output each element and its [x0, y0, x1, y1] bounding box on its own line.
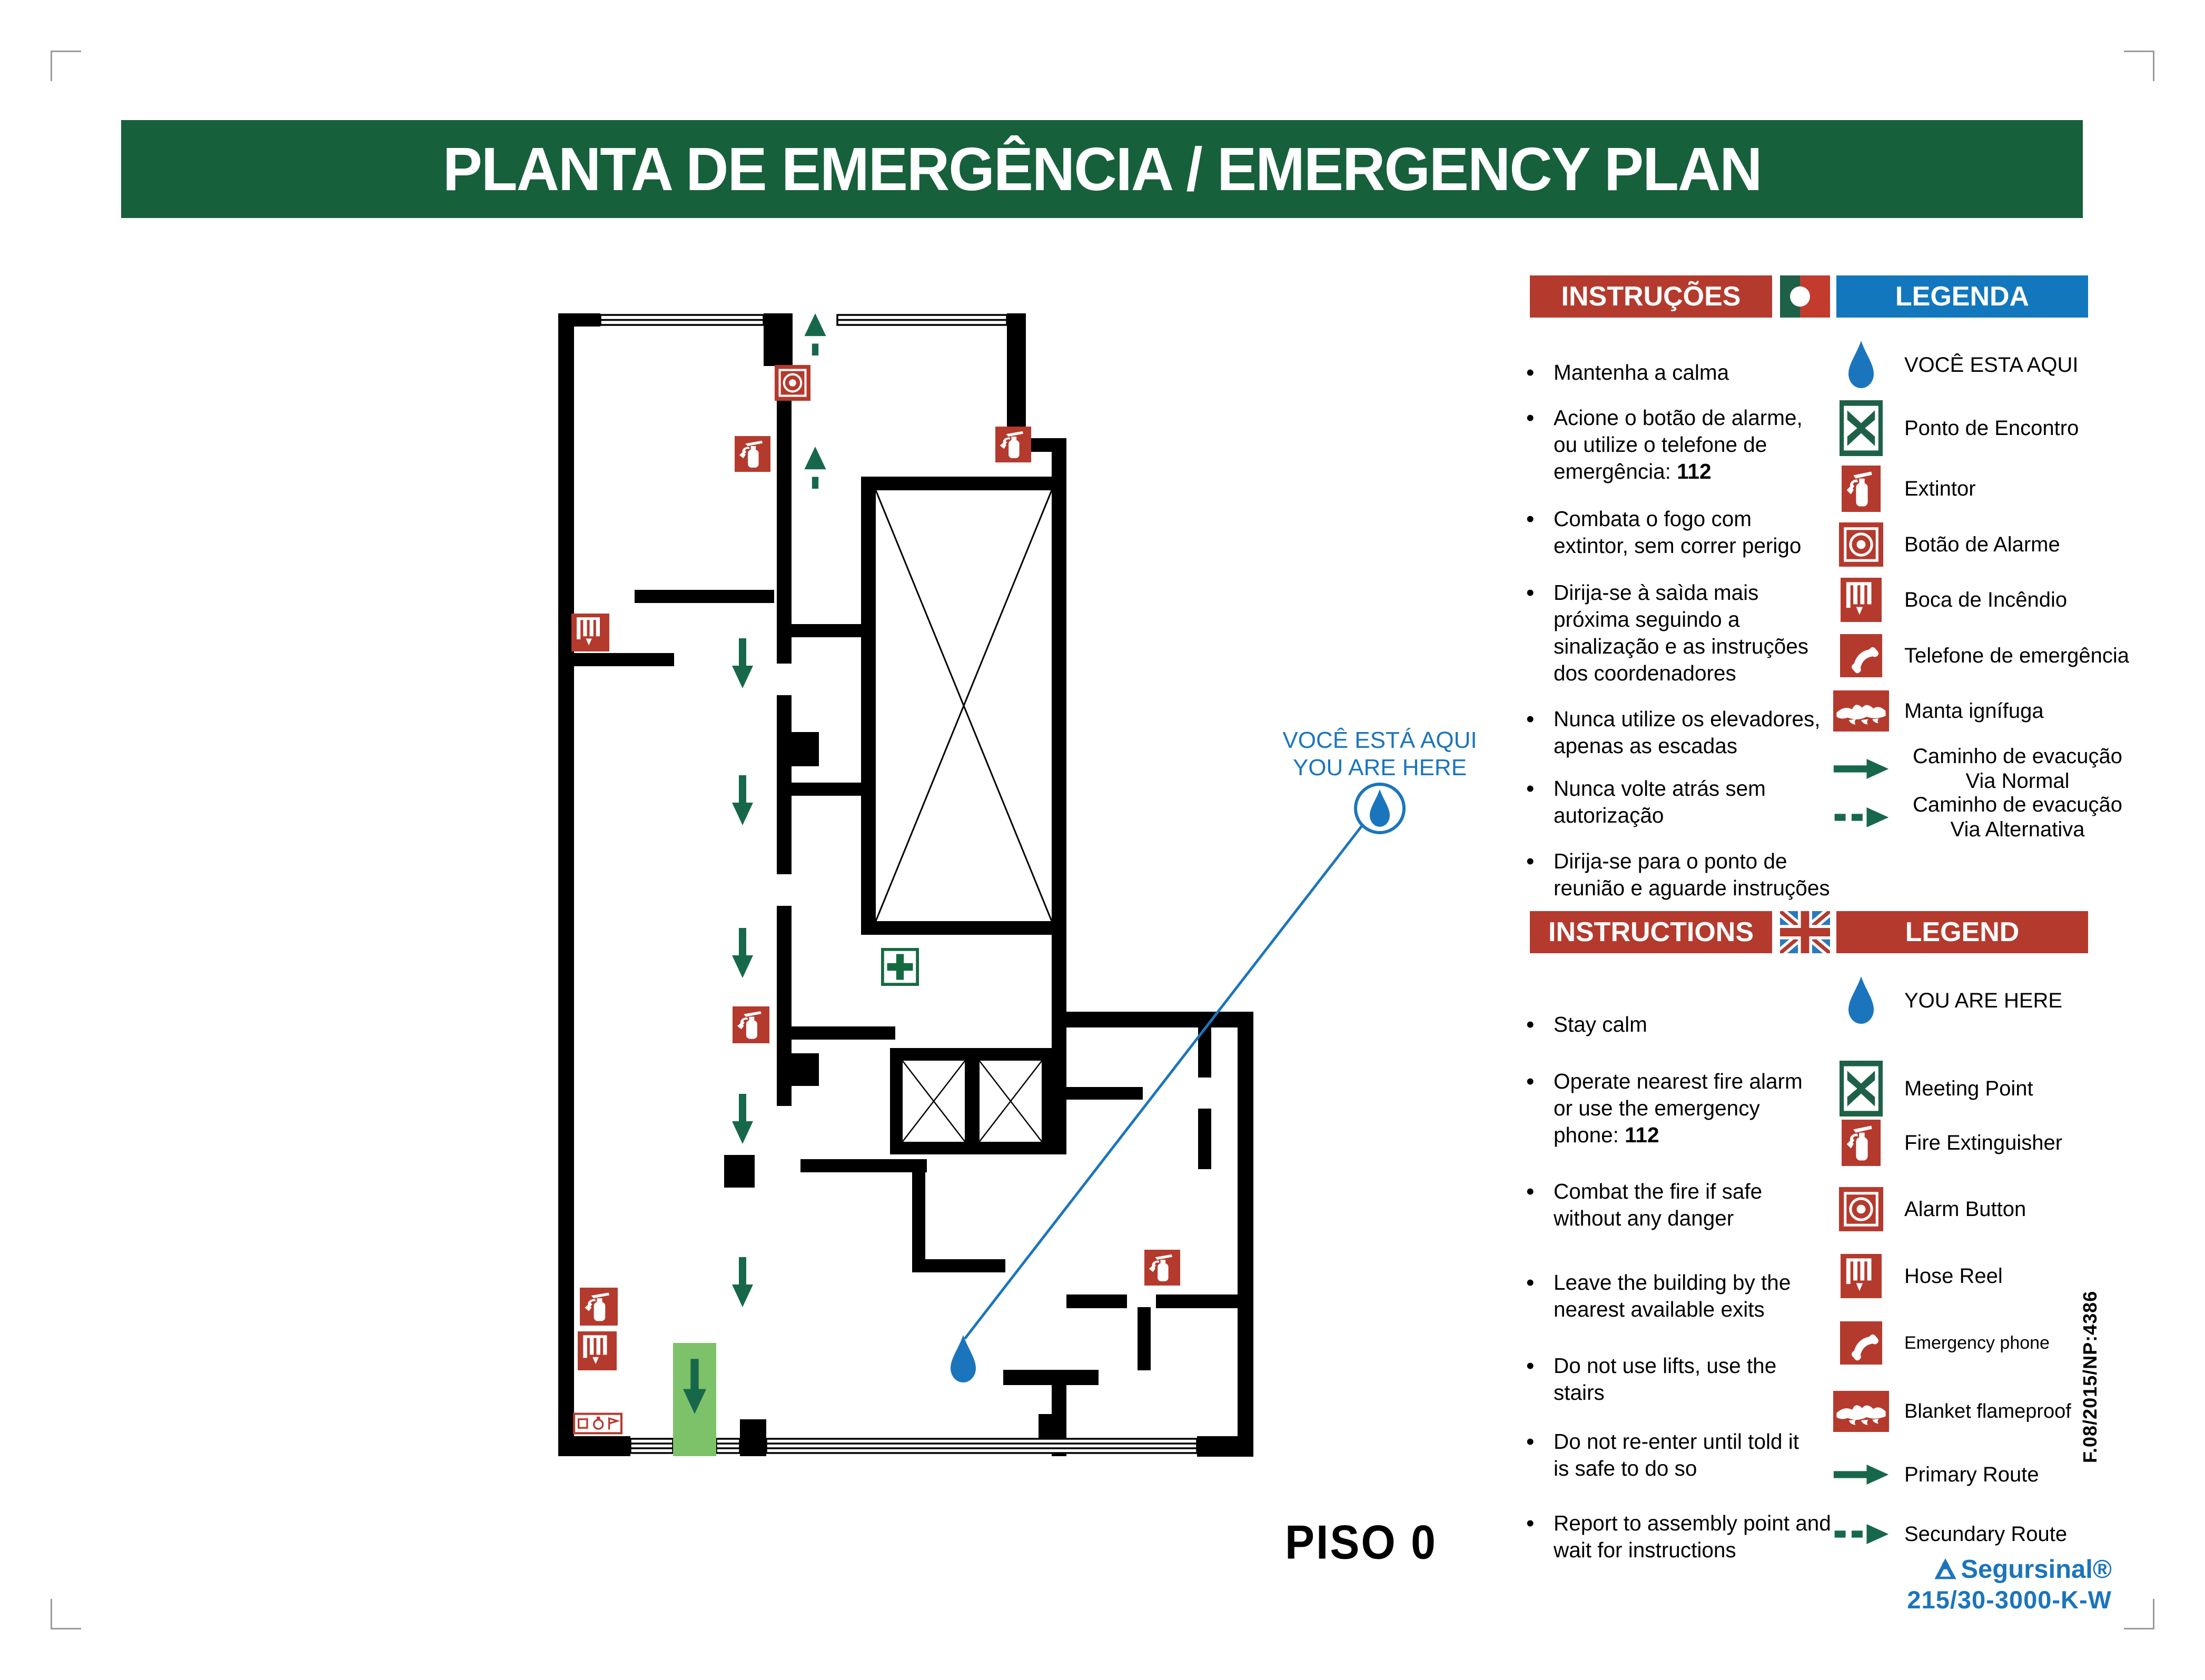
fire-blanket-icon — [1832, 1391, 1891, 1432]
instruction-item: • Operate nearest fire alarm or use the emergency phone: 112 — [1526, 1068, 1803, 1149]
crop-mark — [51, 51, 81, 81]
instruction-item: • Do not re-enter until told it is safe to do so — [1526, 1428, 1799, 1482]
legend-item: Caminho de evacução Via Normal — [1832, 740, 2195, 798]
stair-shaft — [876, 490, 1052, 921]
you-are-here-label-en: YOU ARE HERE — [1292, 755, 1467, 780]
bullet-icon: • — [1526, 506, 1535, 532]
crop-mark — [2124, 1599, 2154, 1629]
instruction-item: • Stay calm — [1526, 1012, 1647, 1037]
secondary-route-icon — [1832, 1524, 1891, 1544]
exit-area — [673, 1343, 716, 1456]
you-are-here-droplet-icon — [951, 1335, 976, 1382]
primary-route-icon — [1832, 1465, 1891, 1485]
alarm-button-icon — [1832, 1187, 1891, 1231]
primary-route-arrows — [732, 638, 753, 1307]
en-instructions-header: INSTRUCTIONS — [1530, 911, 1772, 953]
meeting-point-icon — [1832, 1061, 1891, 1116]
instruction-item: • Dirija-se à saìda mais próxima seguindo a sinalização e as instruções dos coordenadores — [1526, 579, 1808, 687]
alarm-panel-icon — [574, 1414, 621, 1434]
instruction-item: • Nunca utilize os elevadores, apenas as escadas — [1526, 706, 1821, 759]
fire-extinguisher-icon — [580, 1288, 618, 1326]
fire-extinguisher-icon — [995, 427, 1031, 462]
bullet-icon: • — [1526, 1510, 1535, 1536]
legend-item: Boca de Incêndio — [1832, 571, 2195, 629]
floor-plan — [558, 295, 1527, 1506]
hose-reel-icon — [571, 614, 609, 651]
legend-item: YOU ARE HERE — [1832, 972, 2195, 1030]
legend-item: Hose Reel — [1832, 1247, 2195, 1305]
brand-block — [1896, 1555, 2112, 1614]
portugal-flag-icon — [1780, 275, 1830, 318]
bullet-icon: • — [1526, 706, 1535, 732]
legend-item: Blanket flameproof — [1832, 1382, 2195, 1440]
en-legend-header: LEGEND — [1836, 911, 2088, 953]
legend-item: Fire Extinguisher — [1832, 1114, 2195, 1172]
legend-item: Meeting Point — [1832, 1060, 2195, 1118]
legend-item: Emergency phone — [1832, 1314, 2195, 1372]
hose-reel-icon — [578, 1331, 617, 1370]
emergency-phone-icon — [1832, 1321, 1891, 1365]
instruction-item: • Leave the building by the nearest available exits — [1526, 1269, 1791, 1323]
secondary-route-icon — [1832, 807, 1891, 827]
bullet-icon: • — [1526, 1270, 1535, 1296]
fire-blanket-icon — [1832, 690, 1891, 732]
primary-route-icon — [1832, 759, 1891, 779]
bullet-icon: • — [1526, 1012, 1535, 1037]
you-are-here-icon — [1832, 339, 1891, 391]
instruction-item: • Nunca volte atrás sem autorização — [1526, 775, 1766, 829]
legend-item: Secundary Route — [1832, 1505, 2195, 1563]
legend-item: Extintor — [1832, 460, 2195, 518]
instruction-item: • Combat the fire if safe without any danger — [1526, 1178, 1762, 1232]
hose-reel-icon — [1832, 578, 1891, 622]
bullet-icon: • — [1526, 1353, 1535, 1379]
instruction-item: • Report to assembly point and wait for instructions — [1526, 1510, 1831, 1564]
instruction-item: • Do not use lifts, use the stairs — [1526, 1352, 1776, 1406]
bullet-icon: • — [1526, 848, 1535, 874]
first-aid-icon — [883, 950, 917, 984]
legend-item: Manta ignífuga — [1832, 682, 2195, 740]
title-bar — [121, 120, 2083, 218]
meeting-point-icon — [1832, 400, 1891, 456]
fire-extinguisher-icon — [1832, 1120, 1891, 1166]
legend-item: VOCÊ ESTA AQUI — [1832, 336, 2195, 394]
bullet-icon: • — [1526, 776, 1535, 802]
legend-item: Alarm Button — [1832, 1180, 2195, 1238]
form-number: F.08/2015/NP:4386 — [2079, 1290, 2101, 1463]
instruction-item: • Combata o fogo com extintor, sem correr perigo — [1526, 506, 1801, 559]
you-are-here-label-pt: VOCÊ ESTÁ AQUI — [1282, 727, 1477, 753]
pt-legend-header: LEGENDA — [1836, 275, 2088, 318]
fire-extinguisher-icon — [1144, 1250, 1180, 1286]
legend-item: Telefone de emergência — [1832, 627, 2195, 685]
legend-item: Caminho de evacução Via Alternativa — [1832, 788, 2195, 846]
crop-mark — [51, 1599, 81, 1629]
bullet-icon: • — [1526, 1179, 1535, 1204]
alarm-button-icon — [1832, 522, 1891, 567]
fire-extinguisher-icon — [735, 436, 770, 472]
fire-extinguisher-icon — [733, 1006, 769, 1043]
fire-extinguisher-icon — [1832, 466, 1891, 512]
bullet-icon: • — [1526, 1429, 1535, 1455]
legend-item: Botão de Alarme — [1832, 516, 2195, 574]
instruction-item: • Acione o botão de alarme, ou utilize o telefone de emergência: 112 — [1526, 404, 1803, 485]
bullet-icon: • — [1526, 1069, 1535, 1094]
brand-name: Segursinal® — [1961, 1555, 2112, 1584]
bullet-icon: • — [1526, 360, 1535, 386]
hose-reel-icon — [1832, 1254, 1891, 1298]
you-are-here-icon — [1832, 974, 1891, 1027]
bullet-icon: • — [1526, 580, 1535, 606]
legend-item: Primary Route — [1832, 1446, 2195, 1504]
page-title: PLANTA DE EMERGÊNCIA / EMERGENCY PLAN — [442, 135, 1762, 203]
product-code: 215/30-3000-K-W — [1907, 1586, 2112, 1614]
alarm-button-icon — [775, 365, 810, 401]
legend-item: Ponto de Encontro — [1832, 399, 2195, 457]
instruction-item: • Dirija-se para o ponto de reunião e aguarde instruções — [1526, 848, 1830, 902]
bullet-icon: • — [1526, 405, 1535, 431]
segursinal-logo-icon — [1933, 1557, 1957, 1582]
floor-label: PISO 0 — [1285, 1515, 1437, 1569]
uk-flag-icon — [1780, 911, 1830, 953]
emergency-phone-icon — [1832, 634, 1891, 677]
secondary-route-arrows — [804, 313, 826, 489]
pt-instructions-header: INSTRUÇÕES — [1530, 275, 1772, 318]
instruction-item: • Mantenha a calma — [1526, 360, 1729, 386]
crop-mark — [2124, 51, 2154, 81]
